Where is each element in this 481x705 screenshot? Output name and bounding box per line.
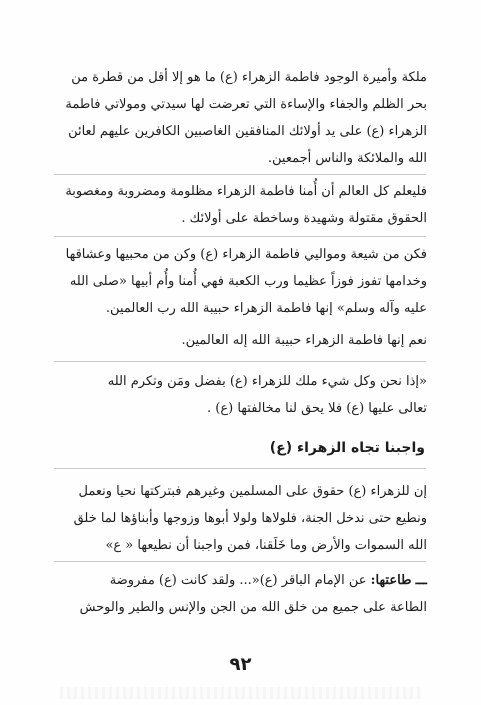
lead-keyword: طاعتها:	[370, 573, 412, 588]
paragraph-5	[59, 368, 427, 422]
text-line: عليه وآله وسلم» إنها فاطمة الزهراء حبيبة الله رب العالمين.	[105, 301, 427, 316]
section-divider	[54, 236, 426, 237]
bleed-through-texture	[60, 687, 421, 699]
text-line: وخدامها تفوز فوزاً عظيما ورب الكعبة فهي أُمنا وأُم أبيها «صلى الله	[69, 274, 427, 289]
text-line: الزهراء (ع) على يد أولائك المنافقين الغاصبين الكافرين عليهم لعائن	[68, 124, 427, 139]
text-line: الطاعة على جميع من خلق الله من الجن والإنس والطير والوحش	[79, 600, 427, 615]
text-line: فليعلم كل العالم أن أُمنا فاطمة الزهراء مظلومة ومضروبة ومغصوبة	[65, 184, 427, 199]
lead-dash: ـــ	[415, 573, 427, 588]
paragraph-6	[59, 478, 427, 559]
text-line: «إذا نحن وكل شيء ملك للزهراء (ع) بفضل ومَن وتكرم الله	[107, 374, 427, 389]
text-line	[59, 567, 427, 594]
paragraph-7	[59, 567, 427, 621]
paragraph-4	[59, 327, 427, 354]
text-line: الله السموات والأرض وما خَلَقنا، فمن واجبنا أن نطيعها « ع»	[105, 538, 427, 553]
text-line: تعالى عليها (ع) فلا يحق لنا مخالفتها (ع) .	[207, 401, 427, 416]
text-line: نعم إنها فاطمة الزهراء حبيبة الله إله العالمين.	[181, 333, 427, 348]
text-line: فكن من شيعة ومواليي فاطمة الزهراء (ع) وكن من محبيها وعشاقها	[65, 247, 427, 262]
section-heading: واجبنا تجاه الزهراء (ع)	[269, 440, 425, 456]
paragraph-3	[59, 241, 427, 322]
page-number: ٩٢	[229, 654, 252, 675]
text-line: بحر الظلم والجفاء والإساءة التي تعرضت لها سيدتي ومولاتي فاطمة	[65, 97, 427, 112]
text-line: الله والملائكة والناس أجمعين.	[267, 151, 427, 166]
section-divider	[54, 468, 426, 469]
text-run: عن الإمام الباقر (ع)«... ولقد كانت (ع) مفروضة	[109, 573, 371, 588]
text-line: إن للزهراء (ع) حقوق على المسلمين وغيرهم فبتركتها نحيا ونعمل	[78, 484, 427, 499]
section-divider	[54, 361, 426, 362]
section-divider	[54, 561, 426, 562]
paragraph-2	[59, 178, 427, 232]
section-divider	[54, 174, 426, 175]
text-line: ونطيع حتى ندخل الجنة، فلولاها ولولا أبوها وزوجها وأبناؤها لما خلق	[73, 511, 427, 526]
text-line: الحقوق مقتولة وشهيدة وساخطة على أولائك .	[181, 211, 427, 226]
paragraph-1	[59, 64, 427, 172]
text-line: ملكة وأميرة الوجود فاطمة الزهراء (ع) ما هو إلا أقل من قطرة من	[71, 70, 427, 85]
